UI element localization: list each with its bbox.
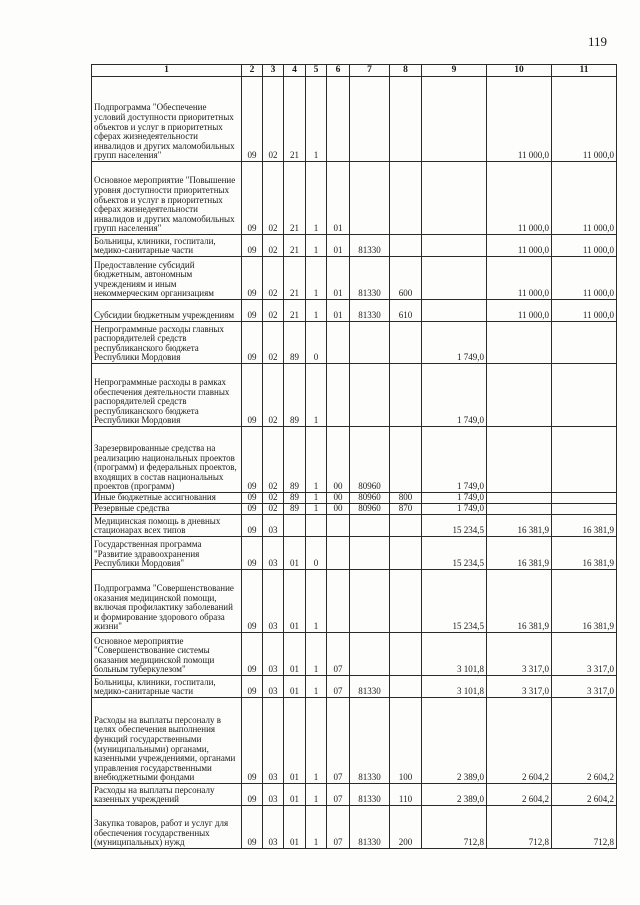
- table-row: [92, 537, 617, 570]
- program-code: 01: [284, 676, 306, 698]
- amount-col-10: 11 000,0: [487, 77, 552, 162]
- subprogram-code: 1: [306, 77, 327, 162]
- program-code: 01: [284, 698, 306, 784]
- amount-col-11: 11 000,0: [552, 162, 617, 235]
- program-code: 21: [284, 77, 306, 162]
- subsection-code: 02: [263, 504, 284, 515]
- section-code: 09: [242, 806, 263, 849]
- amount-col-11: 2 604,2: [552, 784, 617, 806]
- program-code: 21: [284, 300, 306, 322]
- subsection-code: 02: [263, 235, 284, 257]
- amount-col-9: 1 749,0: [422, 504, 487, 515]
- amount-col-10: [487, 504, 552, 515]
- subsection-code: 03: [263, 570, 284, 633]
- subprogram-code: 1: [306, 504, 327, 515]
- measure-code: [327, 537, 350, 570]
- subsection-code: 03: [263, 515, 284, 537]
- subsection-code: 03: [263, 784, 284, 806]
- table-row: [92, 806, 617, 849]
- amount-col-9: 1 749,0: [422, 427, 487, 493]
- amount-col-11: 11 000,0: [552, 257, 617, 300]
- amount-col-10: 11 000,0: [487, 235, 552, 257]
- program-code: 01: [284, 537, 306, 570]
- table-row: [92, 698, 617, 784]
- section-code: 09: [242, 77, 263, 162]
- table-row: [92, 504, 617, 515]
- amount-col-9: [422, 257, 487, 300]
- row-name: Иные бюджетные ассигнования: [92, 493, 242, 504]
- amount-col-11: [552, 364, 617, 427]
- amount-col-11: [552, 427, 617, 493]
- amount-col-10: 11 000,0: [487, 162, 552, 235]
- program-code: 89: [284, 427, 306, 493]
- section-code: 09: [242, 257, 263, 300]
- column-header-8: 8: [390, 65, 422, 77]
- column-header-6: 6: [327, 65, 350, 77]
- amount-col-10: 712,8: [487, 806, 552, 849]
- table-row: [92, 300, 617, 322]
- amount-col-11: 3 317,0: [552, 676, 617, 698]
- amount-col-11: 11 000,0: [552, 77, 617, 162]
- program-code: 89: [284, 322, 306, 364]
- amount-col-11: 3 317,0: [552, 633, 617, 676]
- subsection-code: 02: [263, 77, 284, 162]
- program-code: 89: [284, 493, 306, 504]
- measure-code: 01: [327, 257, 350, 300]
- direction-code: [350, 515, 390, 537]
- subprogram-code: 1: [306, 235, 327, 257]
- column-header-1: 1: [92, 65, 242, 77]
- subprogram-code: 1: [306, 698, 327, 784]
- subsection-code: 02: [263, 427, 284, 493]
- direction-code: [350, 322, 390, 364]
- table-row: [92, 427, 617, 493]
- expense-type-code: 600: [390, 257, 422, 300]
- expense-type-code: [390, 77, 422, 162]
- amount-col-9: 2 389,0: [422, 784, 487, 806]
- amount-col-9: [422, 235, 487, 257]
- subsection-code: 02: [263, 300, 284, 322]
- direction-code: [350, 537, 390, 570]
- column-header-11: 11: [552, 65, 617, 77]
- measure-code: 00: [327, 493, 350, 504]
- program-code: 21: [284, 235, 306, 257]
- row-name: Государственная программа "Развитие здравоохранения Республики Мордовия": [92, 537, 242, 570]
- amount-col-11: 2 604,2: [552, 698, 617, 784]
- table-row: [92, 77, 617, 162]
- amount-col-9: 1 749,0: [422, 364, 487, 427]
- table-row: [92, 493, 617, 504]
- row-name: Подпрограмма "Обеспечение условий доступности приоритетных объектов и услуг в приоритетных сферах жизнедеятельности инвалидов и других маломобильных групп населения": [92, 77, 242, 162]
- program-code: 01: [284, 784, 306, 806]
- measure-code: 07: [327, 676, 350, 698]
- subprogram-code: 0: [306, 537, 327, 570]
- table-body: [92, 77, 617, 849]
- direction-code: 81330: [350, 784, 390, 806]
- subsection-code: 03: [263, 676, 284, 698]
- row-name: Основное мероприятие "Повышение уровня доступности приоритетных объектов и услуг в приоритетных сферах жизнедеятельности инвалидов и других маломобильных групп населения": [92, 162, 242, 235]
- measure-code: 07: [327, 698, 350, 784]
- subprogram-code: 1: [306, 633, 327, 676]
- amount-col-10: 2 604,2: [487, 784, 552, 806]
- row-name: Расходы на выплаты персоналу в целях обеспечения выполнения функций государственными (муниципальными) органами, казенными учреждениями, органами управления государственными внебюджетными фондами: [92, 698, 242, 784]
- subsection-code: 02: [263, 162, 284, 235]
- program-code: 21: [284, 257, 306, 300]
- measure-code: 01: [327, 162, 350, 235]
- direction-code: [350, 364, 390, 427]
- column-header-10: 10: [487, 65, 552, 77]
- expense-type-code: [390, 427, 422, 493]
- measure-code: 01: [327, 300, 350, 322]
- amount-col-10: 2 604,2: [487, 698, 552, 784]
- expense-type-code: [390, 515, 422, 537]
- column-header-2: 2: [242, 65, 263, 77]
- section-code: 09: [242, 784, 263, 806]
- table-row: [92, 784, 617, 806]
- amount-col-10: 11 000,0: [487, 257, 552, 300]
- direction-code: 81330: [350, 676, 390, 698]
- column-header-3: 3: [263, 65, 284, 77]
- subprogram-code: 1: [306, 257, 327, 300]
- column-header-7: 7: [350, 65, 390, 77]
- direction-code: [350, 77, 390, 162]
- expense-type-code: [390, 162, 422, 235]
- amount-col-10: 16 381,9: [487, 570, 552, 633]
- program-code: 89: [284, 504, 306, 515]
- row-name: Субсидии бюджетным учреждениям: [92, 300, 242, 322]
- program-code: 01: [284, 633, 306, 676]
- direction-code: 80960: [350, 504, 390, 515]
- subsection-code: 03: [263, 537, 284, 570]
- column-header-4: 4: [284, 65, 306, 77]
- subsection-code: 03: [263, 633, 284, 676]
- subprogram-code: 1: [306, 427, 327, 493]
- amount-col-10: 16 381,9: [487, 537, 552, 570]
- amount-col-9: [422, 77, 487, 162]
- measure-code: [327, 322, 350, 364]
- amount-col-10: [487, 427, 552, 493]
- subprogram-code: 1: [306, 493, 327, 504]
- direction-code: [350, 162, 390, 235]
- row-name: Больницы, клиники, госпитали, медико-санитарные части: [92, 235, 242, 257]
- section-code: 09: [242, 493, 263, 504]
- amount-col-10: [487, 364, 552, 427]
- measure-code: [327, 515, 350, 537]
- direction-code: [350, 633, 390, 676]
- budget-table: [91, 64, 617, 849]
- direction-code: 81330: [350, 698, 390, 784]
- measure-code: [327, 364, 350, 427]
- row-name: Расходы на выплаты персоналу казенных учреждений: [92, 784, 242, 806]
- amount-col-10: 3 317,0: [487, 676, 552, 698]
- amount-col-11: 16 381,9: [552, 570, 617, 633]
- expense-type-code: 870: [390, 504, 422, 515]
- table-row: [92, 515, 617, 537]
- section-code: 09: [242, 570, 263, 633]
- amount-col-9: 712,8: [422, 806, 487, 849]
- amount-col-9: 2 389,0: [422, 698, 487, 784]
- row-name: Зарезервированные средства на реализацию национальных проектов (программ) и федеральных проектов, входящих в состав национальных проектов (программ): [92, 427, 242, 493]
- subprogram-code: [306, 515, 327, 537]
- direction-code: 81330: [350, 806, 390, 849]
- subprogram-code: 1: [306, 162, 327, 235]
- amount-col-9: 1 749,0: [422, 493, 487, 504]
- direction-code: 81330: [350, 235, 390, 257]
- amount-col-10: [487, 493, 552, 504]
- amount-col-11: 11 000,0: [552, 300, 617, 322]
- amount-col-10: 11 000,0: [487, 300, 552, 322]
- table-row: [92, 570, 617, 633]
- expense-type-code: 610: [390, 300, 422, 322]
- expense-type-code: [390, 570, 422, 633]
- row-name: Подпрограмма "Совершенствование оказания медицинской помощи, включая профилактику заболеваний и формирование здорового образа жизни": [92, 570, 242, 633]
- direction-code: 80960: [350, 493, 390, 504]
- amount-col-9: 15 234,5: [422, 570, 487, 633]
- expense-type-code: [390, 676, 422, 698]
- section-code: 09: [242, 300, 263, 322]
- section-code: 09: [242, 364, 263, 427]
- measure-code: 00: [327, 427, 350, 493]
- subprogram-code: 1: [306, 676, 327, 698]
- amount-col-11: 712,8: [552, 806, 617, 849]
- amount-col-9: 15 234,5: [422, 515, 487, 537]
- expense-type-code: 110: [390, 784, 422, 806]
- column-header-9: 9: [422, 65, 487, 77]
- measure-code: 00: [327, 504, 350, 515]
- expense-type-code: 200: [390, 806, 422, 849]
- subsection-code: 03: [263, 698, 284, 784]
- table-row: [92, 364, 617, 427]
- section-code: 09: [242, 633, 263, 676]
- subsection-code: 02: [263, 322, 284, 364]
- amount-col-11: [552, 504, 617, 515]
- direction-code: 81330: [350, 300, 390, 322]
- amount-col-10: 16 381,9: [487, 515, 552, 537]
- direction-code: [350, 570, 390, 633]
- table-row: [92, 162, 617, 235]
- subsection-code: 02: [263, 364, 284, 427]
- expense-type-code: [390, 235, 422, 257]
- program-code: 01: [284, 570, 306, 633]
- program-code: 01: [284, 806, 306, 849]
- amount-col-11: 11 000,0: [552, 235, 617, 257]
- expense-type-code: [390, 633, 422, 676]
- section-code: 09: [242, 698, 263, 784]
- measure-code: 07: [327, 633, 350, 676]
- direction-code: 81330: [350, 257, 390, 300]
- row-name: Основное мероприятие "Совершенствование системы оказания медицинской помощи больным туберкулезом": [92, 633, 242, 676]
- section-code: 09: [242, 537, 263, 570]
- measure-code: 07: [327, 784, 350, 806]
- subsection-code: 02: [263, 493, 284, 504]
- table-row: [92, 235, 617, 257]
- expense-type-code: 100: [390, 698, 422, 784]
- amount-col-9: 15 234,5: [422, 537, 487, 570]
- amount-col-9: 3 101,8: [422, 633, 487, 676]
- page-number: 119: [588, 34, 608, 49]
- section-code: 09: [242, 235, 263, 257]
- measure-code: 07: [327, 806, 350, 849]
- amount-col-9: [422, 300, 487, 322]
- measure-code: 01: [327, 235, 350, 257]
- expense-type-code: [390, 537, 422, 570]
- subprogram-code: 1: [306, 806, 327, 849]
- program-code: 21: [284, 162, 306, 235]
- subsection-code: 03: [263, 806, 284, 849]
- subprogram-code: 1: [306, 784, 327, 806]
- amount-col-11: 16 381,9: [552, 515, 617, 537]
- measure-code: [327, 570, 350, 633]
- header-row: [92, 65, 617, 77]
- section-code: 09: [242, 322, 263, 364]
- program-code: [284, 515, 306, 537]
- subprogram-code: 0: [306, 322, 327, 364]
- expense-type-code: [390, 364, 422, 427]
- section-code: 09: [242, 427, 263, 493]
- row-name: Предоставление субсидий бюджетным, автономным учреждениям и иным некоммерческим организациям: [92, 257, 242, 300]
- row-name: Резервные средства: [92, 504, 242, 515]
- subprogram-code: 1: [306, 300, 327, 322]
- row-name: Медицинская помощь в дневных стационарах всех типов: [92, 515, 242, 537]
- program-code: 89: [284, 364, 306, 427]
- section-code: 09: [242, 504, 263, 515]
- amount-col-9: 3 101,8: [422, 676, 487, 698]
- row-name: Больницы, клиники, госпитали, медико-санитарные части: [92, 676, 242, 698]
- row-name: Закупка товаров, работ и услуг для обеспечения государственных (муниципальных) нужд: [92, 806, 242, 849]
- table-row: [92, 633, 617, 676]
- amount-col-10: [487, 322, 552, 364]
- expense-type-code: 800: [390, 493, 422, 504]
- row-name: Непрограммные расходы в рамках обеспечения деятельности главных распорядителей средств республиканского бюджета Республики Мордовия: [92, 364, 242, 427]
- subprogram-code: 1: [306, 570, 327, 633]
- amount-col-10: 3 317,0: [487, 633, 552, 676]
- expense-type-code: [390, 322, 422, 364]
- measure-code: [327, 77, 350, 162]
- table-row: [92, 257, 617, 300]
- amount-col-9: [422, 162, 487, 235]
- amount-col-11: [552, 322, 617, 364]
- table-row: [92, 322, 617, 364]
- amount-col-11: 16 381,9: [552, 537, 617, 570]
- subprogram-code: 1: [306, 364, 327, 427]
- row-name: Непрограммные расходы главных распорядителей средств республиканского бюджета Республики Мордовия: [92, 322, 242, 364]
- amount-col-9: 1 749,0: [422, 322, 487, 364]
- section-code: 09: [242, 515, 263, 537]
- section-code: 09: [242, 676, 263, 698]
- subsection-code: 02: [263, 257, 284, 300]
- direction-code: 80960: [350, 427, 390, 493]
- column-header-5: 5: [306, 65, 327, 77]
- table-row: [92, 676, 617, 698]
- section-code: 09: [242, 162, 263, 235]
- amount-col-11: [552, 493, 617, 504]
